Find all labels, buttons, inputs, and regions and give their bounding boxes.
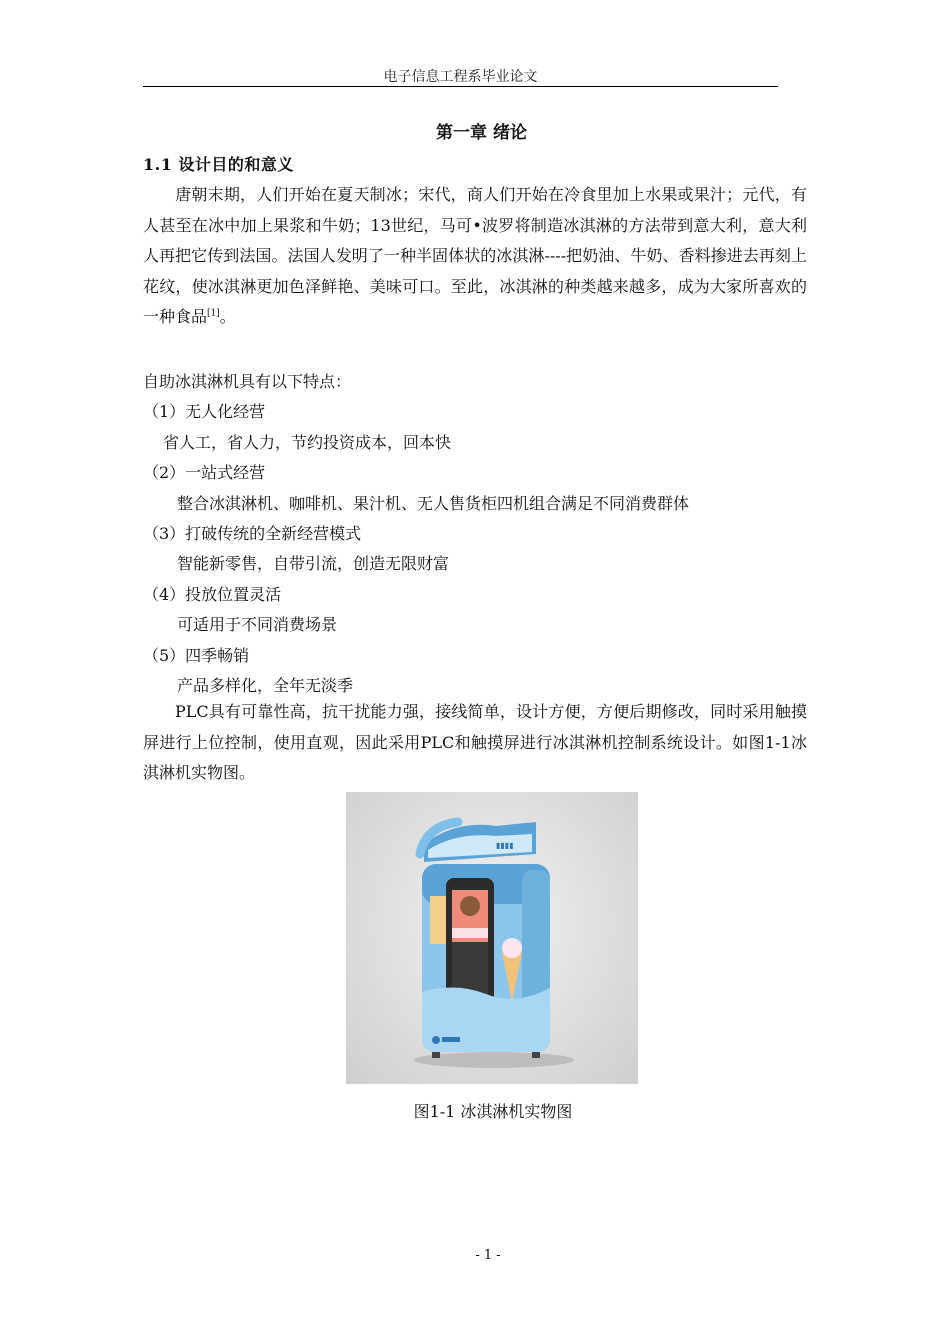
intro-text: 唐朝末期，人们开始在夏天制冰；宋代，商人们开始在冷食里加上水果或果汁；元代，有人甚至在冰中加上果浆和牛奶；13世纪，马可•波罗将制造冰淇淋的方法带到意大利，意大利人再把它传到法国。法国人发明了一种半固体状的冰淇淋----把奶油、牛奶、香料掺进去再刻上花纹，使冰淇淋更加色泽鲜艳、美味可口。至此，冰淇淋的种类越来越多，成为大家所喜欢的一种食品 xyxy=(143,185,807,326)
feature-4-desc: 可适用于不同消费场景 xyxy=(177,615,338,634)
ice-cream-machine-illustration xyxy=(346,792,638,1084)
header-divider xyxy=(143,86,778,87)
citation-marker: [1] xyxy=(207,308,220,319)
feature-5-desc: 产品多样化，全年无淡季 xyxy=(177,676,354,695)
features-intro: 自助冰淇淋机具有以下特点： xyxy=(143,372,352,391)
feature-2-title: （2）一站式经营 xyxy=(143,463,266,482)
feature-3-title: （3）打破传统的全新经营模式 xyxy=(143,524,362,543)
feature-3-desc: 智能新零售，自带引流，创造无限财富 xyxy=(177,554,450,573)
plc-paragraph xyxy=(143,697,807,789)
plc-text: PLC具有可靠性高，抗干扰能力强，接线简单，设计方便，方便后期修改，同时采用触摸屏进行上位控制，使用直观，因此采用PLC和触摸屏进行冰淇淋机控制系统设计。如图1-1冰淇淋机实物图。 xyxy=(143,702,807,782)
feature-1-title: （1）无人化经营 xyxy=(143,402,266,421)
feature-4-title: （4）投放位置灵活 xyxy=(143,585,282,604)
svg-text:▮▮▮▮: ▮▮▮▮ xyxy=(496,841,514,850)
intro-paragraph xyxy=(143,180,807,333)
feature-5-title: （5）四季畅销 xyxy=(143,646,250,665)
page-number: - 1 - xyxy=(475,1248,501,1263)
intro-end: 。 xyxy=(219,307,236,326)
chapter-title: 第一章 绪论 xyxy=(436,123,527,143)
ice-cream-machine-photo xyxy=(346,792,638,1084)
section-title: 1.1 设计目的和意义 xyxy=(143,155,294,174)
running-header: 电子信息工程系毕业论文 xyxy=(383,69,538,85)
feature-1-desc: 省人工，省人力，节约投资成本，回本快 xyxy=(163,433,452,452)
feature-2-desc: 整合冰淇淋机、咖啡机、果汁机、无人售货柜四机组合满足不同消费群体 xyxy=(177,494,690,513)
figure-caption: 图1-1 冰淇淋机实物图 xyxy=(413,1102,573,1121)
